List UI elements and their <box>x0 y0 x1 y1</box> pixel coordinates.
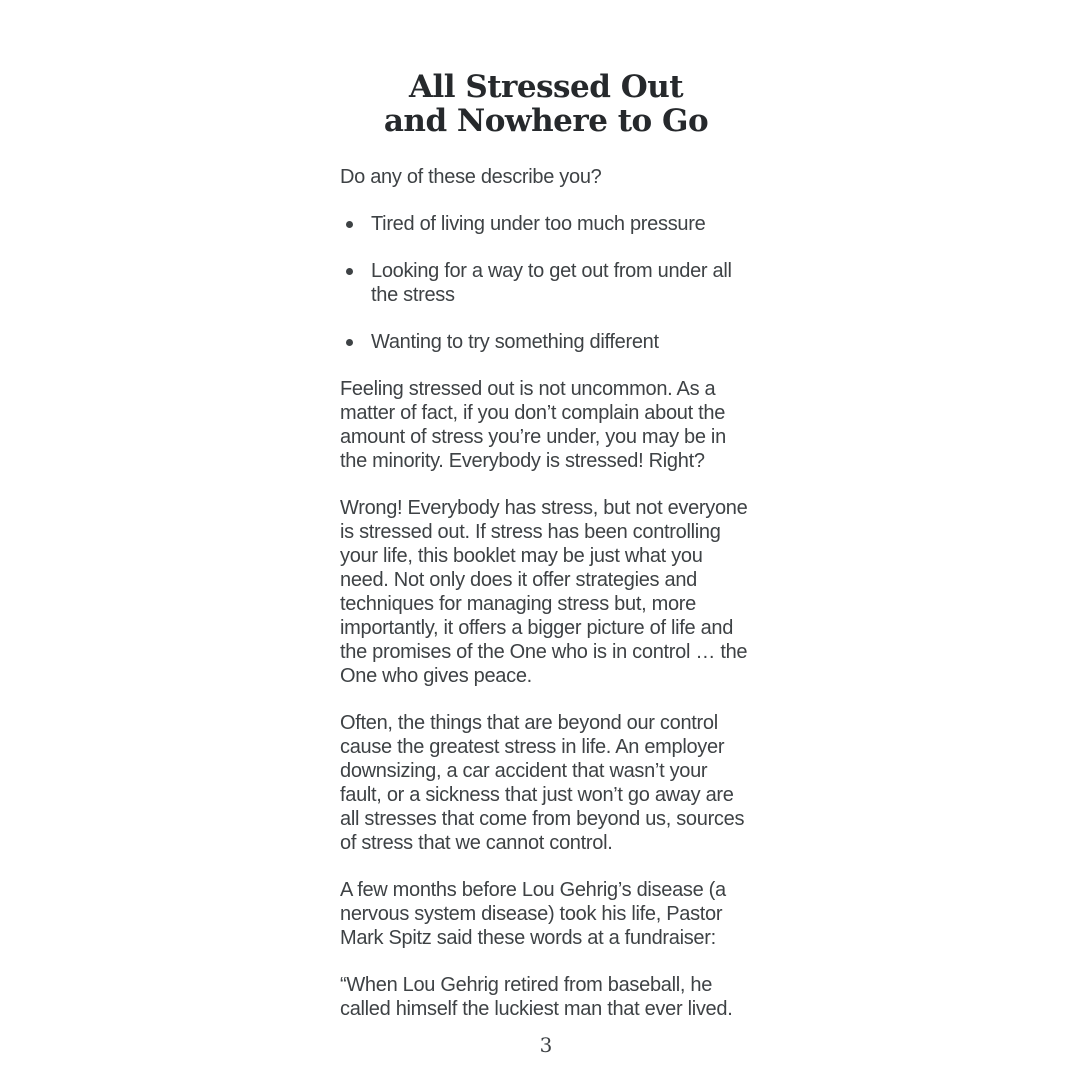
paragraph: “When Lou Gehrig retired from baseball, he called himself the luckiest man that ever lived. <box>340 974 733 1020</box>
list-item-text: Wanting to try something different <box>371 331 659 353</box>
page-title <box>340 70 752 138</box>
list-item <box>340 259 752 307</box>
list-item <box>340 212 752 236</box>
page-content <box>340 70 752 1057</box>
paragraph: Often, the things that are beyond our control cause the greatest stress in life. An employer downsizing, a car accident that wasn’t your fault, or a sickness that just won’t go away are all stresses that come from beyond us, sources of stress that we cannot control. <box>340 712 745 854</box>
paragraph: A few months before Lou Gehrig’s disease (a nervous system disease) took his life, Pastor Mark Spitz said these words at a fundraiser: <box>340 879 726 949</box>
paragraph: Feeling stressed out is not uncommon. As a matter of fact, if you don’t complain about the amount of stress you’re under, you may be in the minority. Everybody is stressed! Right? <box>340 378 726 472</box>
page-title-line-2: and Nowhere to Go <box>383 103 709 139</box>
list-item-text: Tired of living under too much pressure <box>371 213 706 235</box>
list-item-text: Looking for a way to get out from under all the stress <box>371 260 732 306</box>
list-item <box>340 330 752 354</box>
page-title-line-1: All Stressed Out <box>408 69 684 105</box>
intro-question: Do any of these describe you? <box>340 166 602 188</box>
bullet-icon <box>346 339 353 346</box>
bullet-icon <box>346 268 353 275</box>
page-number: 3 <box>539 1033 553 1057</box>
paragraph: Wrong! Everybody has stress, but not everyone is stressed out. If stress has been controlling your life, this booklet may be just what you need. Not only does it offer strategies and techniques for managing stress but, more importantly, it offers a bigger picture of life and the promises of the One who is in control … the One who gives peace. <box>340 497 748 687</box>
bullet-icon <box>346 221 353 228</box>
bullet-list <box>340 212 752 354</box>
